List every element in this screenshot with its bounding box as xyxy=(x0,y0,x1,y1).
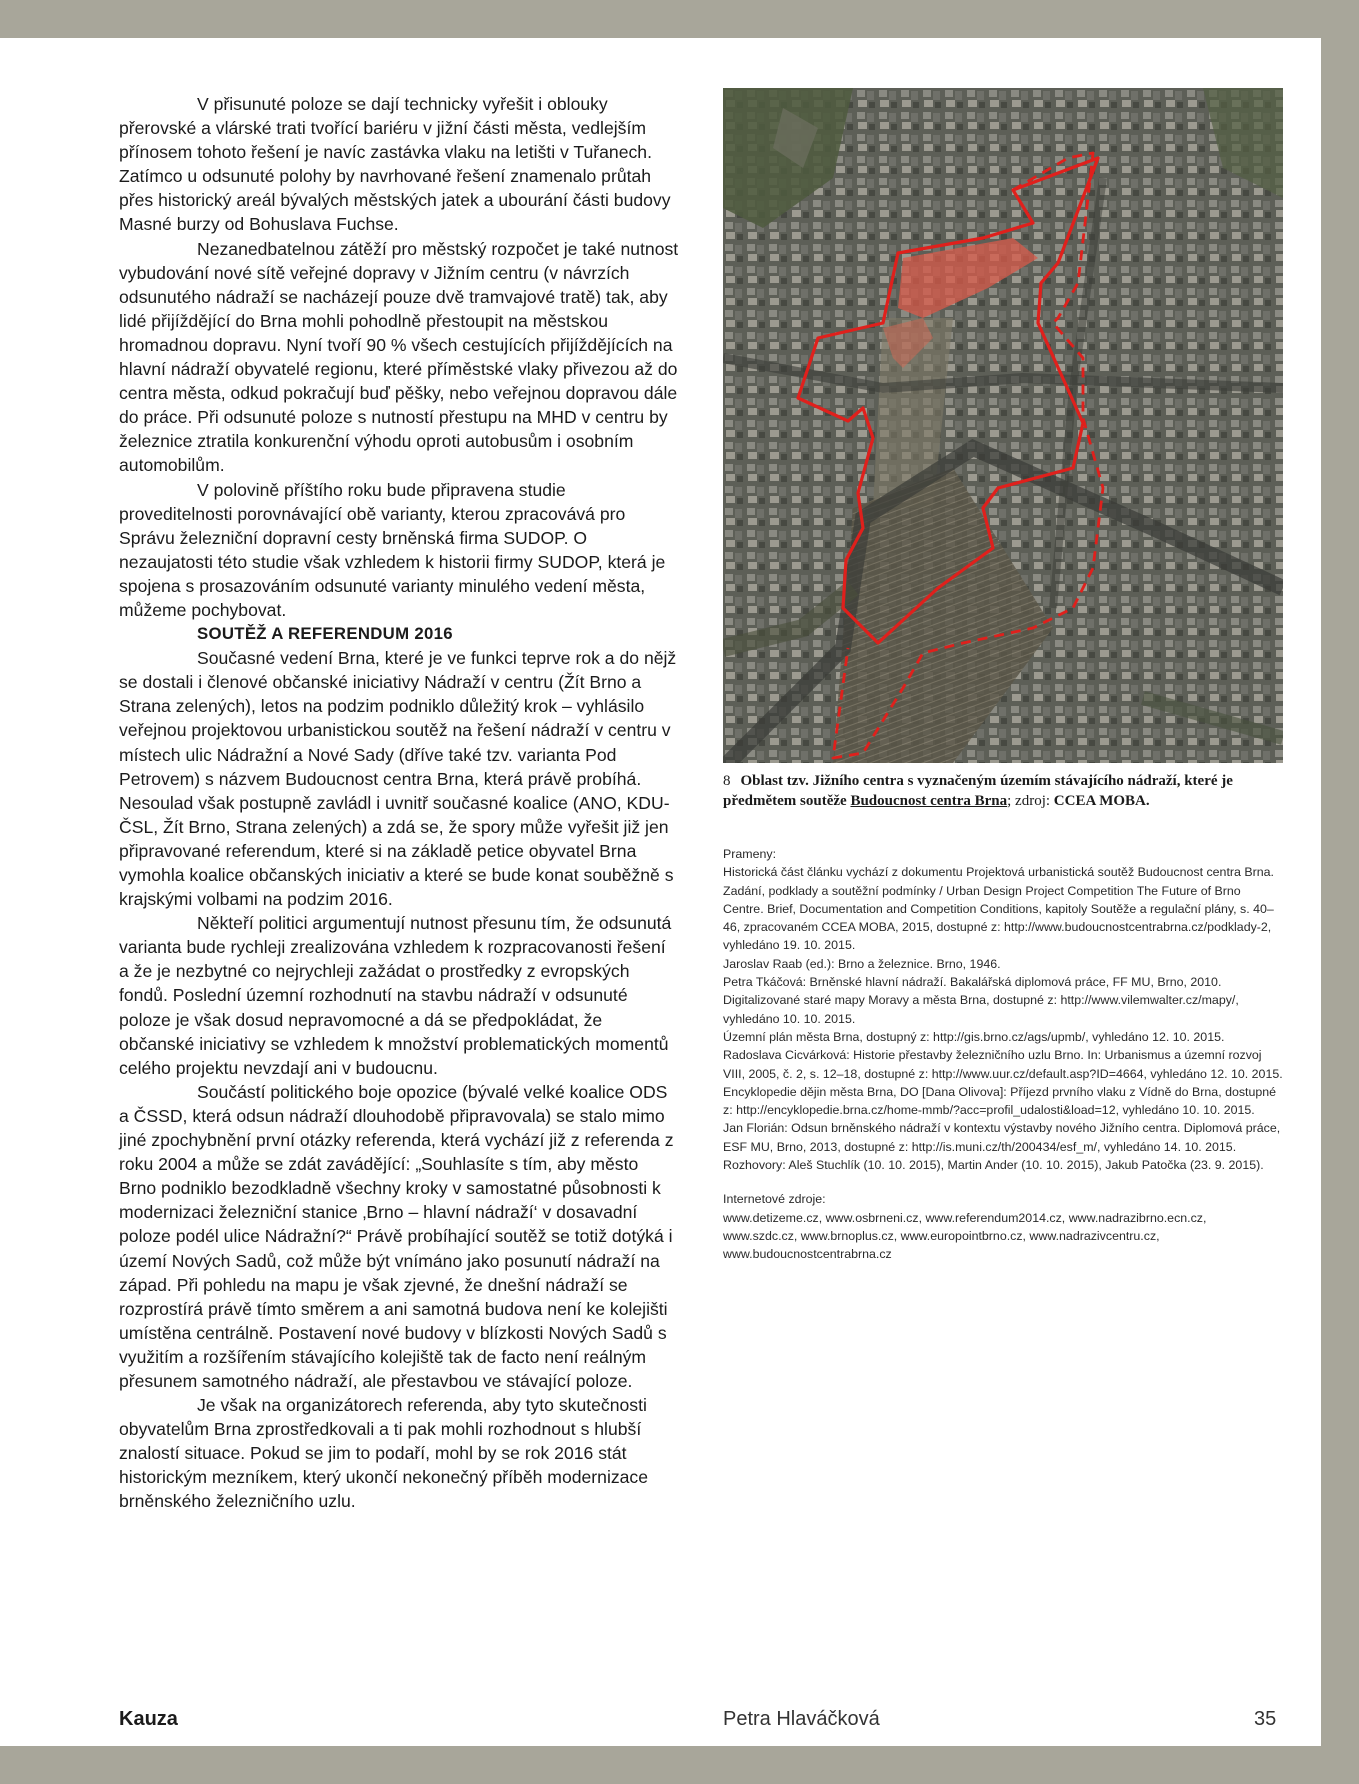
internet-sources-list: www.detizeme.cz, www.osbrneni.cz, www.referendum2014.cz, www.nadrazibrno.ecn.cz, www.szdc.cz, www.brnoplus.cz, www.europointbrno.cz, www.nadrazivcentru.cz, www.budoucnostcentrabrna.cz xyxy=(723,1210,1207,1262)
page-number: 35 xyxy=(1254,1708,1277,1730)
source-item: Jaroslav Raab (ed.): Brno a železnice. Brno, 1946. xyxy=(723,956,1001,971)
aerial-photo xyxy=(723,88,1283,763)
caption-link[interactable]: Budoucnost centra Brna xyxy=(850,793,1008,809)
caption-source-label: ; zdroj: xyxy=(1007,793,1051,809)
paragraph: V přisunuté poloze se dají technicky vyřešit i oblouky přerovské a vlárské trati tvořící bariéru v jižní části města, vedlejším přínosem tohoto řešení je navíc zastávka vlaku na letišti v Tuřanech. Zatímco u odsunuté polohy by navrhované řešení znamenalo průtah přes historický areál bývalých městských jatek a ubourání části budovy Masné burzy od Bohuslava Fuchse. xyxy=(119,94,671,235)
paragraph: V polovině příštího roku bude připravena studie proveditelnosti porovnávající obě varianty, kterou zpracovává pro Správu železniční dopravní cesty brněnská firma SUDOP. O nezaujatosti této studie však vzhledem k historii firmy SUDOP, která je spojena s prosazováním odsunuté varianty minulého vedení města, můžeme pochybovat. xyxy=(119,479,666,620)
author-name: Petra Hlaváčková xyxy=(723,1708,880,1730)
source-item: Radoslava Cicvárková: Historie přestavby železničního uzlu Brno. In: Urbanismus a územní rozvoj VIII, 2005, č. 2, s. 12–18, dostupné z: http://www.uur.cz/default.asp?ID=4664, vyhledáno 12. 10. 2015. xyxy=(723,1048,1283,1081)
paragraph: Je však na organizátorech referenda, aby tyto skutečnosti obyvatelům Brna zprostředkovali a ti pak mohli rozhodnout s hlubší znalostí situace. Pokud se jim to podaří, mohl by se rok 2016 stát historickým mezníkem, který ukončí nekonečný příběh modernizace brněnského železničního uzlu. xyxy=(119,1395,649,1512)
figure-number: 8 xyxy=(723,773,731,789)
internet-sources-label: Internetové zdroje: xyxy=(723,1192,826,1207)
section-heading: SOUTĚŽ A REFERENDUM 2016 xyxy=(197,624,453,644)
aerial-photo-graphic xyxy=(723,88,1283,763)
figure-caption xyxy=(723,771,1283,811)
source-item: Encyklopedie dějin města Brna, DO [Dana Olivova]: Příjezd prvního vlaku z Vídně do Brna, dostupné z: http://encyklopedie.brna.cz/home-mmb/?acc=profil_udalosti&load=12, vyhledáno 10. 10. 2015. xyxy=(723,1084,1277,1118)
paragraph: Současné vedení Brna, které je ve funkci teprve rok a do nějž se dostali i členové občanské iniciativy Nádraží v centru (Žít Brno a Strana zelených), letos na podzim podniklo důležitý krok – vyhlásilo veřejnou projektovou urbanistickou soutěž na řešení nádraží v centru v místech ulic Nádražní a Nové Sady (dříve také tzv. varianta Pod Petrovem) s názvem Budoucnost centra Brna, která právě probíhá. Nesoulad však postupně zavládl i uvnitř současné koalice (ANO, KDU-ČSL, Žít Brno, Strana zelených) a zdá se, že spory může vyřešit již jen připravované referendum, které si na základě petice obyvatel Brna vymohla koalice občanských iniciativ a které se bude konat souběžně s krajskými volbami na podzim 2016. xyxy=(119,648,677,910)
source-item: Petra Tkáčová: Brněnské hlavní nádraží. Bakalářská diplomová práce, FF MU, Brno, 2010. xyxy=(723,975,1222,990)
source-item: Historická část článku vychází z dokumentu Projektová urbanistická soutěž Budoucnost centra Brna. Zadání, podklady a soutěžní podmínky / Urban Design Project Competition The Future of Brno Centre. Brief, Documentation and Competition Conditions, kapitoly Soutěže a regulační plány, s. 40–46, zpracovaném CCEA MOBA, 2015, dostupné z: http://www.budoucnostcentrabrna.cz/podklady-2, vyhledáno 19. 10. 2015. xyxy=(723,865,1274,953)
source-item: Jan Florián: Odsun brněnského nádraží v kontextu výstavby nového Jižního centra. Diplomová práce, ESF MU, Brno, 2013, dostupné z: http://is.muni.cz/th/200434/esf_m/, vyhledáno 14. 10. 2015. xyxy=(723,1121,1281,1154)
caption-text: Oblast tzv. Jižního centra s vyznačeným územím stávajícího nádraží, které je předmětem soutěže xyxy=(723,773,1233,809)
source-item: Digitalizované staré mapy Moravy a města Brna, dostupné z: http://www.vilemwalter.cz/mapy/, vyhledáno 10. 10. 2015. xyxy=(723,993,1239,1026)
caption-source: CCEA MOBA. xyxy=(1053,793,1150,809)
source-item: Územní plán města Brna, dostupný z: http://gis.brno.cz/ags/upmb/, vyhledáno 12. 10. 2015. xyxy=(723,1029,1225,1044)
paragraph: Součástí politického boje opozice (bývalé velké koalice ODS a ČSSD, která odsun nádraží dlouhodobě připravovala) se stalo mimo jiné zpochybnění první otázky referenda, která vychází již z referenda z roku 2004 a může se zdát zavádějící: „Souhlasíte s tím, aby město Brno podniklo bezodkladně všechny kroky v samostatné působnosti k modernizaci železniční stanice ‚Brno – hlavní nádraží‘ v dosavadní poloze podél ulice Nádražní?“ Právě probíhající soutěž se totiž dotýká i území Nových Sadů, což může být vnímáno jako posunutí nádraží na západ. Při pohledu na mapu je však zjevné, že dnešní nádraží se rozprostírá právě tímto směrem a ani samotná budova není ke kolejišti umístěna centrálně. Postavení nové budovy v blízkosti Nových Sadů s využitím a rozšířením stávajícího kolejiště tak de facto není reálným přesunem samotného nádraží, ale přestavbou ve stávající poloze. xyxy=(119,1081,674,1391)
sources-block xyxy=(723,845,1283,1264)
paragraph: Nezanedbatelnou zátěží pro městský rozpočet je také nutnost vybudování nové sítě veřejné dopravy v Jižním centru (v návrzích odsunutého nádraží se nacházejí pouze dvě tramvajové tratě) tak, aby lidé přijíždějící do Brna mohli pohodlně přestoupit na městskou hromadnou dopravu. Nyní tvoří 90 % všech cestujících přijíždějících na hlavní nádraží obyvatelé regionu, které příměstské vlaky přivezou až do centra města, odkud pokračují buď pěšky, nebo veřejnou dopravou dále do práce. Při odsunuté poloze s nutností přestupu na MHD v centru by železnice ztratila konkurenční výhodu oproti autobusům i osobním automobilům. xyxy=(119,238,679,476)
source-item: Rozhovory: Aleš Stuchlík (10. 10. 2015), Martin Ander (10. 10. 2015), Jakub Patočka (23. 9. 2015). xyxy=(723,1158,1264,1173)
article-body xyxy=(119,92,679,1514)
section-name: Kauza xyxy=(119,1708,178,1730)
paragraph: Někteří politici argumentují nutnost přesunu tím, že odsunutá varianta bude rychleji zrealizována vzhledem k rozpracovanosti řešení a že je nezbytné co nejrychleji zažádat o prostředky z evropských fondů. Poslední územní rozhodnutí na stavbu nádraží v odsunuté poloze je však dosud nepravomocné a dá se předpokládat, že občanské iniciativy se vzhledem k množství problematických momentů celého projektu nevzdají ani v budoucnu. xyxy=(119,913,672,1078)
sources-label: Prameny: xyxy=(723,847,777,861)
